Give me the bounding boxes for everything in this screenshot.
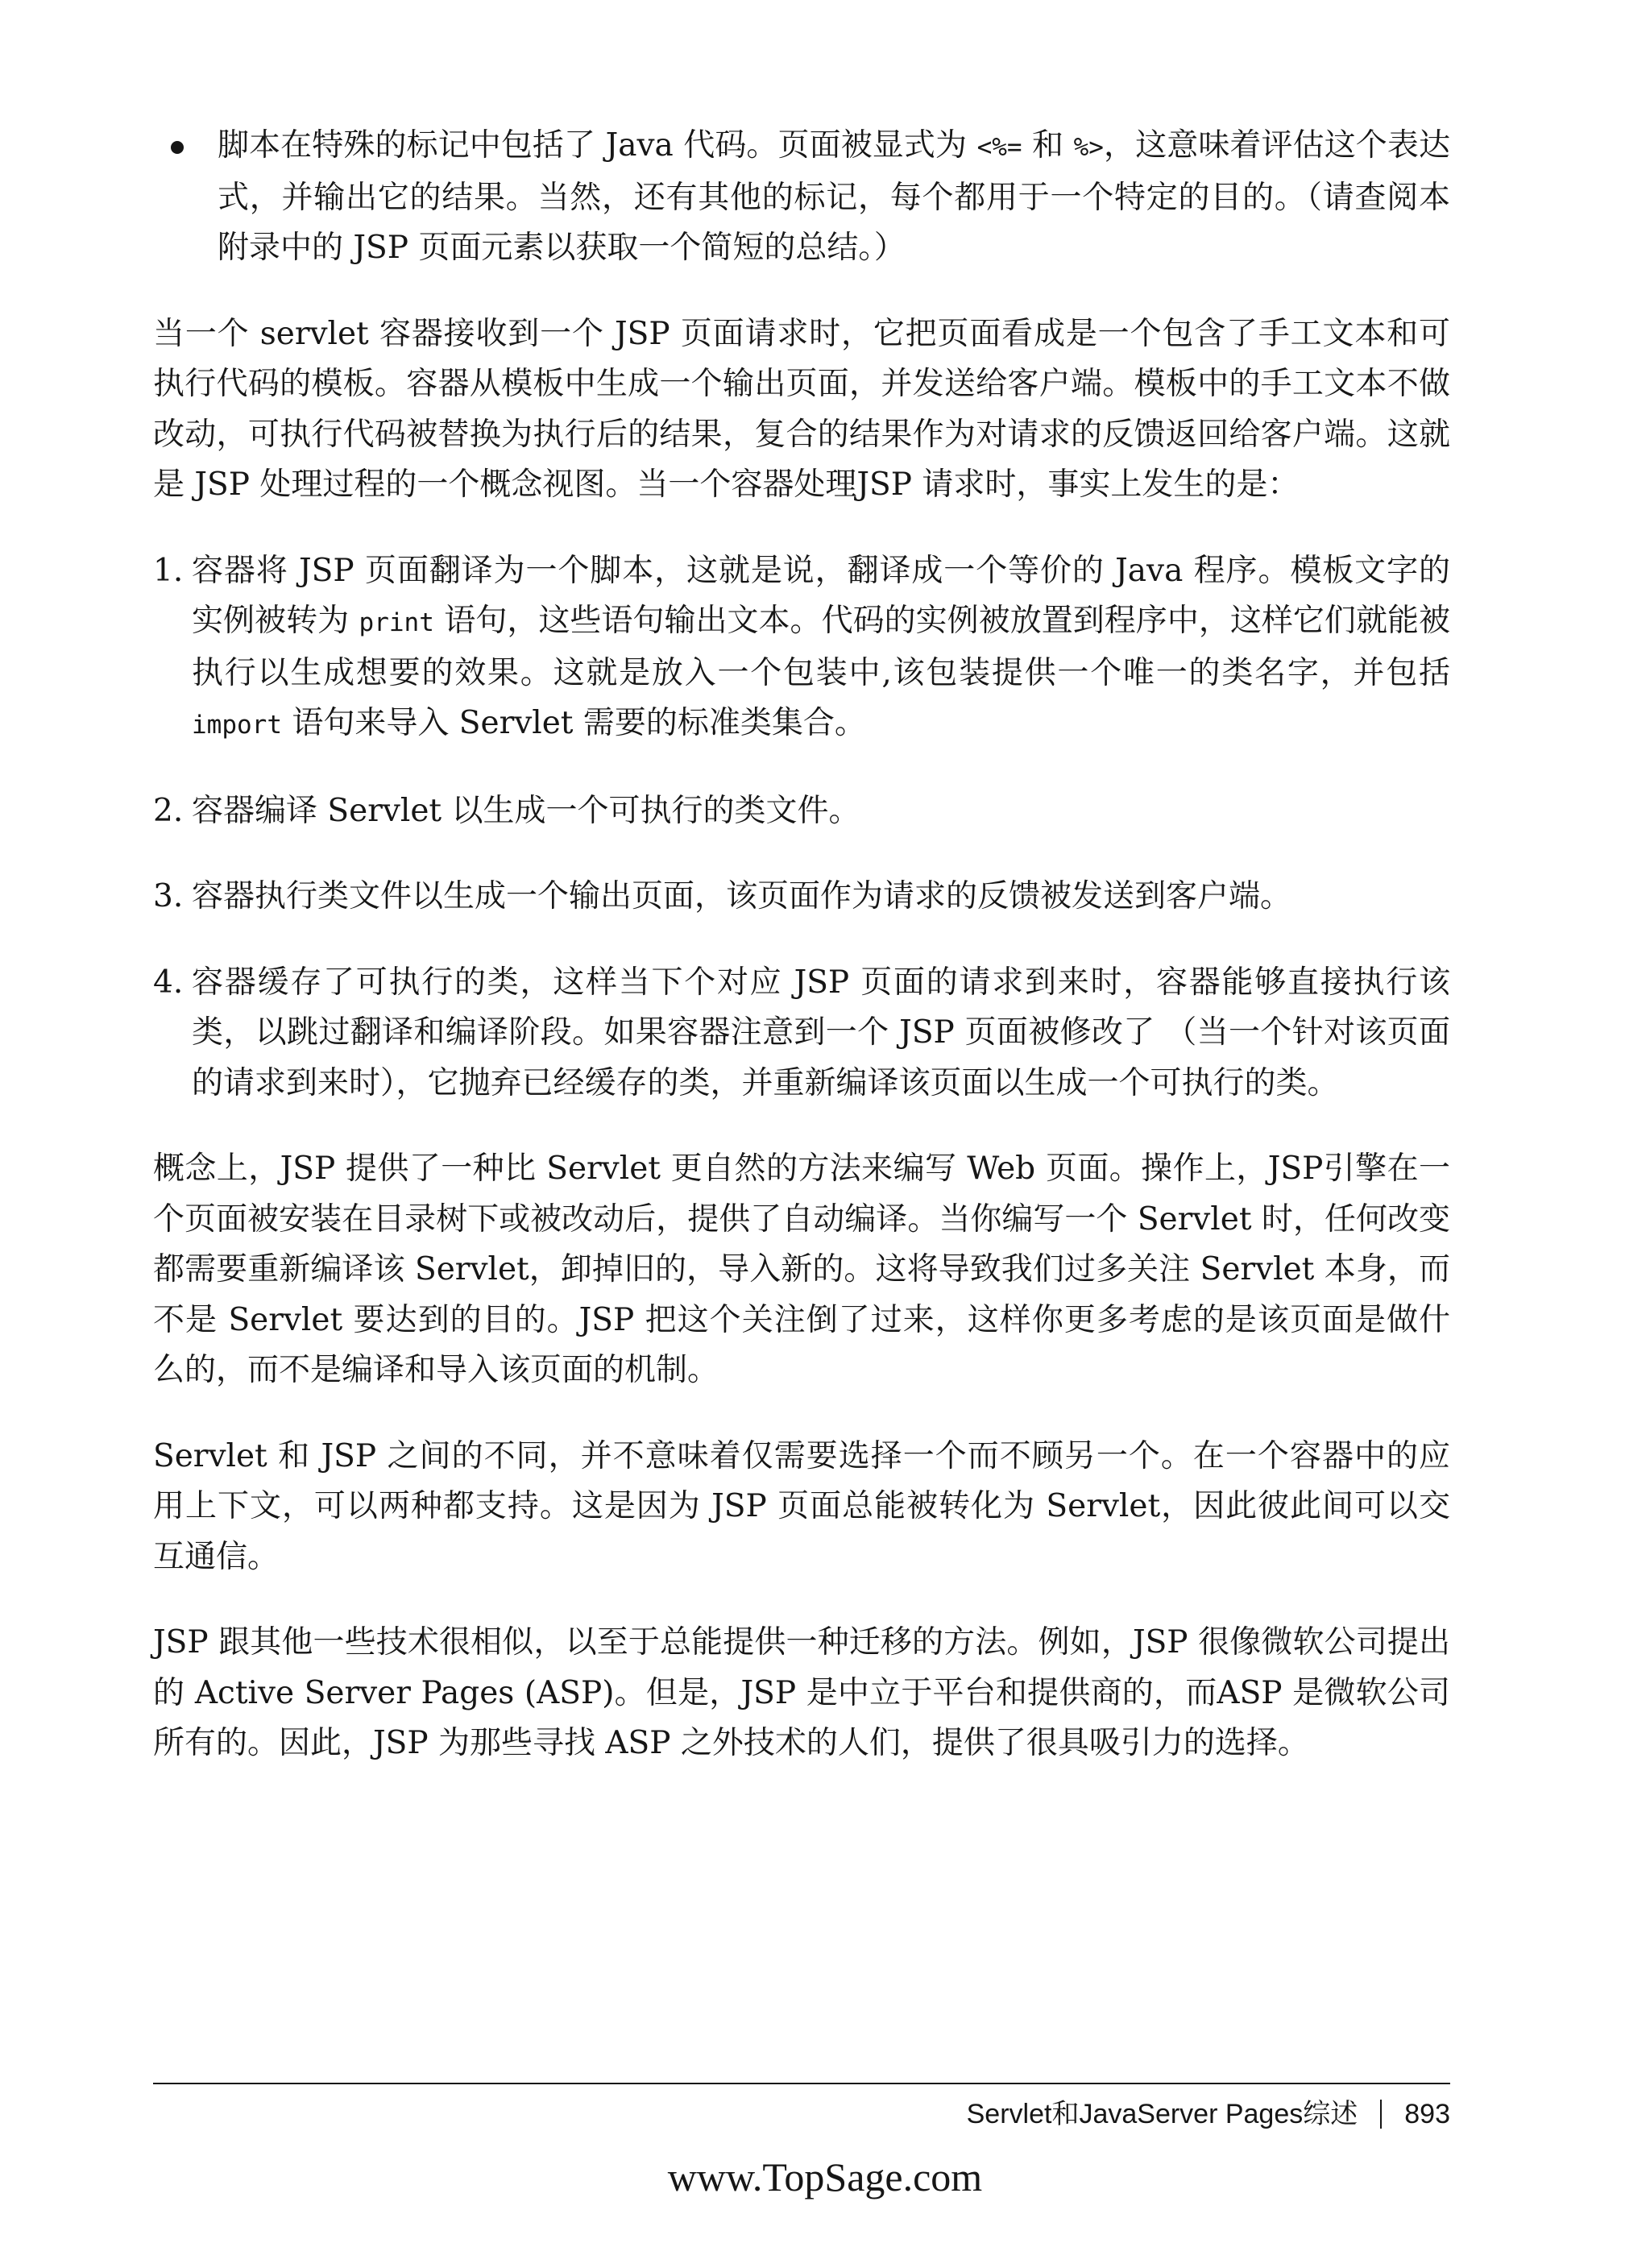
paragraph-container-request: 当一个 servlet 容器接收到一个 JSP 页面请求时，它把页面看成是一个包含了手工文本和可执行代码的模板。容器从模板中生成一个输出页面，并发送给客户端。模板中的手工文本不做改动，可执行代码被替换为执行后的结果，复合的结果作为对请求的反馈返回给客户端。这就是 JSP 处理过程的一个概念视图。当一个容器处理JSP 请求时，事实上发生的是：	[153, 315, 1450, 503]
step-1-code-import: import	[192, 711, 282, 740]
step-1-text-c: 语句来导入 Servlet 需要的标准类集合。	[281, 705, 866, 741]
step-item-2	[153, 786, 1450, 837]
step-item-1	[153, 546, 1450, 751]
paragraph-difference: Servlet 和 JSP 之间的不同，并不意味着仅需要选择一个而不顾另一个。在一个容器中的应用上下文，可以两种都支持。这是因为 JSP 页面总能被转化为 Servlet，因此彼此间可以交互通信。	[153, 1437, 1450, 1575]
paragraph-concept: 概念上，JSP 提供了一种比 Servlet 更自然的方法来编写 Web 页面。操作上，JSP引擎在一个页面被安装在目录树下或被改动后，提供了自动编译。当你编写一个 Servlet 时，任何改变都需要重新编译该 Servlet，卸掉旧的，导入新的。这将导致我们过多关注 Servlet 本身，而不是 Servlet 要达到的目的。JSP 把这个关注倒了过来，这样你更多考虑的是该页面是做什么的，而不是编译和导入该页面的机制。	[153, 1151, 1450, 1388]
footer-separator	[1380, 2100, 1382, 2129]
bullet-item-scriptlet	[153, 121, 1450, 274]
bullet-text-b: 和	[1022, 127, 1074, 164]
bullet-code-close-tag: %>	[1073, 133, 1104, 162]
footer-divider	[153, 2083, 1450, 2084]
step-1-text-a: 容器将 JSP 页面翻译为一个脚本，这就是说，翻译成一个等价的 Java 程序。模板文字的实例被转为	[192, 552, 1450, 639]
footer-section-title: Servlet和JavaServer Pages综述	[966, 2099, 1358, 2129]
step-number: 1.	[153, 552, 184, 589]
page-body	[153, 121, 1450, 1805]
step-2-text: 容器编译 Servlet 以生成一个可执行的类文件。	[192, 792, 860, 829]
bullet-text-a: 脚本在特殊的标记中包括了 Java 代码。页面被显式为	[218, 127, 977, 164]
running-footer	[967, 2098, 1450, 2130]
bullet-text-c: ，这意味着评估这个表达式，并输出它的结果。当然，还有其他的标记，每个都用于一个特定的目的。（请查阅本附录中的 JSP 页面元素以获取一个简短的总结。）	[218, 127, 1450, 266]
step-number: 4.	[153, 964, 184, 1001]
watermark-url: www.TopSage.com	[667, 2154, 983, 2200]
step-item-3	[153, 872, 1450, 923]
paragraph-asp: JSP 跟其他一些技术很相似，以至于总能提供一种迁移的方法。例如，JSP 很像微软公司提出的 Active Server Pages (ASP)。但是，JSP 是中立于平台和提供商的，而ASP 是微软公司所有的。因此，JSP 为那些寻找 ASP 之外技术的人们，提供了很具吸引力的选择。	[153, 1624, 1450, 1761]
step-3-text: 容器执行类文件以生成一个输出页面，该页面作为请求的反馈被发送到客户端。	[192, 878, 1292, 914]
step-number: 3.	[153, 878, 184, 914]
step-item-4	[153, 958, 1450, 1109]
bullet-dot-icon	[171, 141, 184, 154]
page-number: 893	[1404, 2099, 1450, 2129]
bullet-code-open-tag: <%=	[976, 133, 1022, 162]
step-4-text: 容器缓存了可执行的类，这样当下个对应 JSP 页面的请求到来时，容器能够直接执行该类，以跳过翻译和编译阶段。如果容器注意到一个 JSP 页面被修改了 （当一个针对该页面的请求到来时），它抛弃已经缓存的类，并重新编译该页面以生成一个可执行的类。	[192, 964, 1450, 1101]
step-number: 2.	[153, 792, 184, 829]
step-1-text-b: 语句，这些语句输出文本。代码的实例被放置到程序中，这样它们就能被执行以生成想要的效果。这就是放入一个包装中,该包装提供一个唯一的类名字，并包括	[192, 603, 1450, 691]
step-1-code-print: print	[359, 608, 434, 637]
